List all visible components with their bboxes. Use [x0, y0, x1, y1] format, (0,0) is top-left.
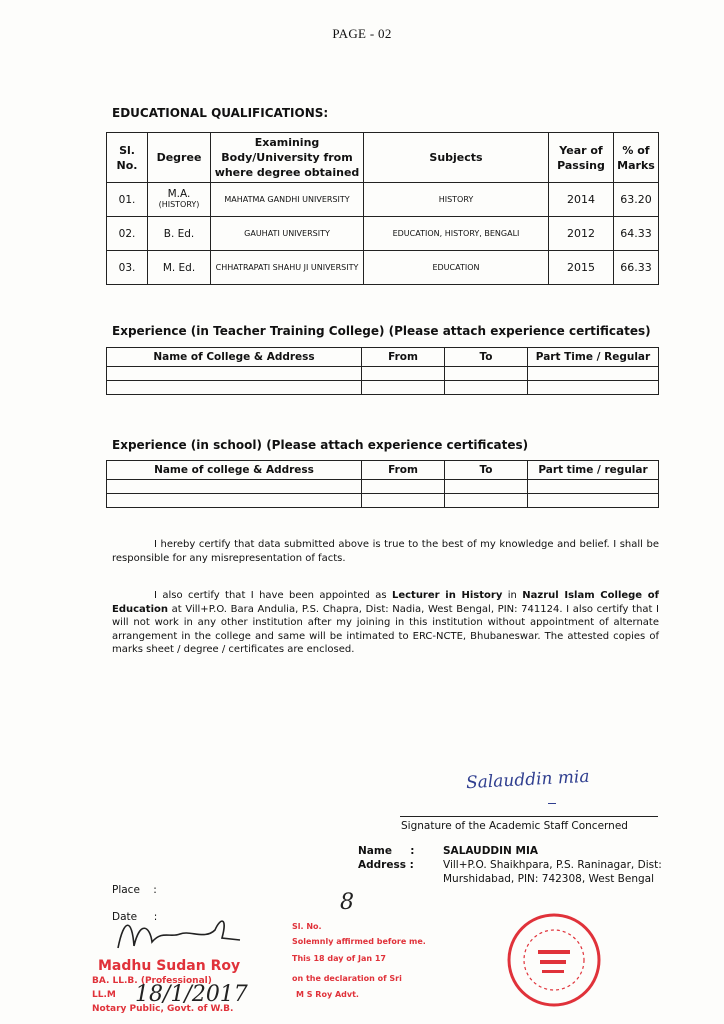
empty-cell [107, 480, 362, 494]
serial-number-handwritten: 8 [340, 890, 354, 915]
certification-paragraph-1: I hereby certify that data submitted above is true to the best of my knowledge and belief. I shall be responsible for any misrepresentation of facts. [112, 539, 659, 564]
name-label: Name : [358, 845, 415, 857]
year-cell: 2014 [549, 183, 614, 217]
col-college: Name of College & Address [107, 348, 362, 367]
exp-ttc-header [107, 348, 659, 367]
year-cell: 2015 [549, 251, 614, 285]
table-row [107, 183, 659, 217]
empty-cell [445, 381, 528, 395]
subjects-cell: EDUCATION, HISTORY, BENGALI [364, 217, 549, 251]
col-exam-body: Examining Body/University from where degree obtained [211, 133, 364, 183]
handwritten-date: 18/1/2017 [135, 982, 248, 1007]
col-subjects: Subjects [364, 133, 549, 183]
subjects-cell: EDUCATION [364, 251, 549, 285]
empty-cell [445, 367, 528, 381]
empty-cell [528, 480, 659, 494]
col-to: To [445, 348, 528, 367]
exp-school-header [107, 461, 659, 480]
notary-signature-scribble [110, 908, 250, 958]
empty-cell [362, 381, 445, 395]
col-from: From [362, 461, 445, 480]
col-type: Part time / regular [528, 461, 659, 480]
degree-name: M.A. [167, 188, 191, 200]
round-seal [506, 898, 602, 1022]
marks-cell: 63.20 [614, 183, 659, 217]
empty-cell [107, 367, 362, 381]
subjects-cell: HISTORY [364, 183, 549, 217]
cert2-text-1: I also certify that I have been appointed as [154, 590, 392, 601]
empty-cell [107, 381, 362, 395]
empty-cell [445, 494, 528, 508]
notary-degree-2: LL.M [92, 990, 116, 1000]
table-row [107, 494, 659, 508]
col-sl: Sl. No. [107, 133, 148, 183]
edu-section-title: EDUCATIONAL QUALIFICATIONS: [112, 106, 329, 120]
signature-mark [548, 803, 556, 804]
table-row [107, 217, 659, 251]
college-name: Nazrul Islam College of Education [112, 590, 659, 615]
education-table [106, 132, 659, 285]
degree-cell [148, 183, 211, 217]
exp-school-title: Experience (in school) (Please attach experience certificates) [112, 438, 529, 452]
exp-ttc-title: Experience (in Teacher Training College) (Please attach experience certificates) [112, 324, 651, 338]
stamp-affirmed-text: Solemnly affirmed before me. [292, 937, 426, 946]
cert2-text-2: in [502, 590, 523, 601]
degree-cell: M. Ed. [148, 251, 211, 285]
stamp-declaration-text: on the declaration of Sri [292, 974, 402, 983]
address-label: Address : [358, 859, 414, 871]
col-college: Name of college & Address [107, 461, 362, 480]
degree-cell: B. Ed. [148, 217, 211, 251]
notary-designation: Notary Public, Govt. of W.B. [92, 1004, 234, 1014]
col-year: Year of Passing [549, 133, 614, 183]
name-value: SALAUDDIN MIA [443, 845, 538, 857]
col-type: Part Time / Regular [528, 348, 659, 367]
exam-body-cell: MAHATMA GANDHI UNIVERSITY [211, 183, 364, 217]
exam-body-cell: GAUHATI UNIVERSITY [211, 217, 364, 251]
exam-body-cell: CHHATRAPATI SHAHU JI UNIVERSITY [211, 251, 364, 285]
sl-cell: 01. [107, 183, 148, 217]
notary-degree: BA. LL.B. (Professional) [92, 976, 212, 986]
address-line-1: Vill+P.O. Shaikhpara, P.S. Raninagar, Dist: [443, 859, 662, 871]
col-marks: % of Marks [614, 133, 659, 183]
table-row [107, 251, 659, 285]
page-number: PAGE - 02 [332, 26, 392, 41]
handwritten-signature: Salauddin mia [465, 766, 591, 794]
table-row [107, 367, 659, 381]
exp-school-table [106, 460, 659, 508]
table-row [107, 480, 659, 494]
empty-cell [445, 480, 528, 494]
marks-cell: 66.33 [614, 251, 659, 285]
stamp-day-text: This 18 day of Jan 17 [292, 954, 386, 963]
stamp-serial-label: Sl. No. [292, 922, 322, 931]
col-from: From [362, 348, 445, 367]
sl-cell: 03. [107, 251, 148, 285]
stamp-advocate-text: M S Roy Advt. [296, 990, 359, 999]
education-table-header [107, 133, 659, 183]
certification-paragraph-2 [112, 589, 659, 657]
table-row [107, 381, 659, 395]
year-cell: 2012 [549, 217, 614, 251]
empty-cell [362, 367, 445, 381]
appointment-position: Lecturer in History [391, 590, 503, 601]
cert2-text-3: at Vill+P.O. Bara Andulia, P.S. Chapra, Dist: Nadia, West Bengal, PIN: 741124. I also certify that I will not work in any other institution after my joining in this institution without appointment of alternate arrangement in the college and same will be intimated to ERC-NCTE, Bhubaneswar. The attested copies of marks sheet / degree / certificates are enclosed. [112, 603, 659, 655]
marks-cell: 64.33 [614, 217, 659, 251]
col-degree: Degree [148, 133, 211, 183]
sl-cell: 02. [107, 217, 148, 251]
signature-line [400, 816, 658, 817]
address-line-2: Murshidabad, PIN: 742308, West Bengal [443, 873, 655, 885]
date-label: Date : [112, 911, 158, 923]
empty-cell [528, 367, 659, 381]
empty-cell [107, 494, 362, 508]
notary-name: Madhu Sudan Roy [98, 958, 241, 974]
empty-cell [362, 480, 445, 494]
degree-sub: (HISTORY) [158, 200, 200, 209]
empty-cell [362, 494, 445, 508]
place-label: Place : [112, 884, 157, 896]
exp-ttc-table [106, 347, 659, 395]
empty-cell [528, 494, 659, 508]
signature-caption: Signature of the Academic Staff Concerned [401, 820, 628, 832]
col-to: To [445, 461, 528, 480]
empty-cell [528, 381, 659, 395]
